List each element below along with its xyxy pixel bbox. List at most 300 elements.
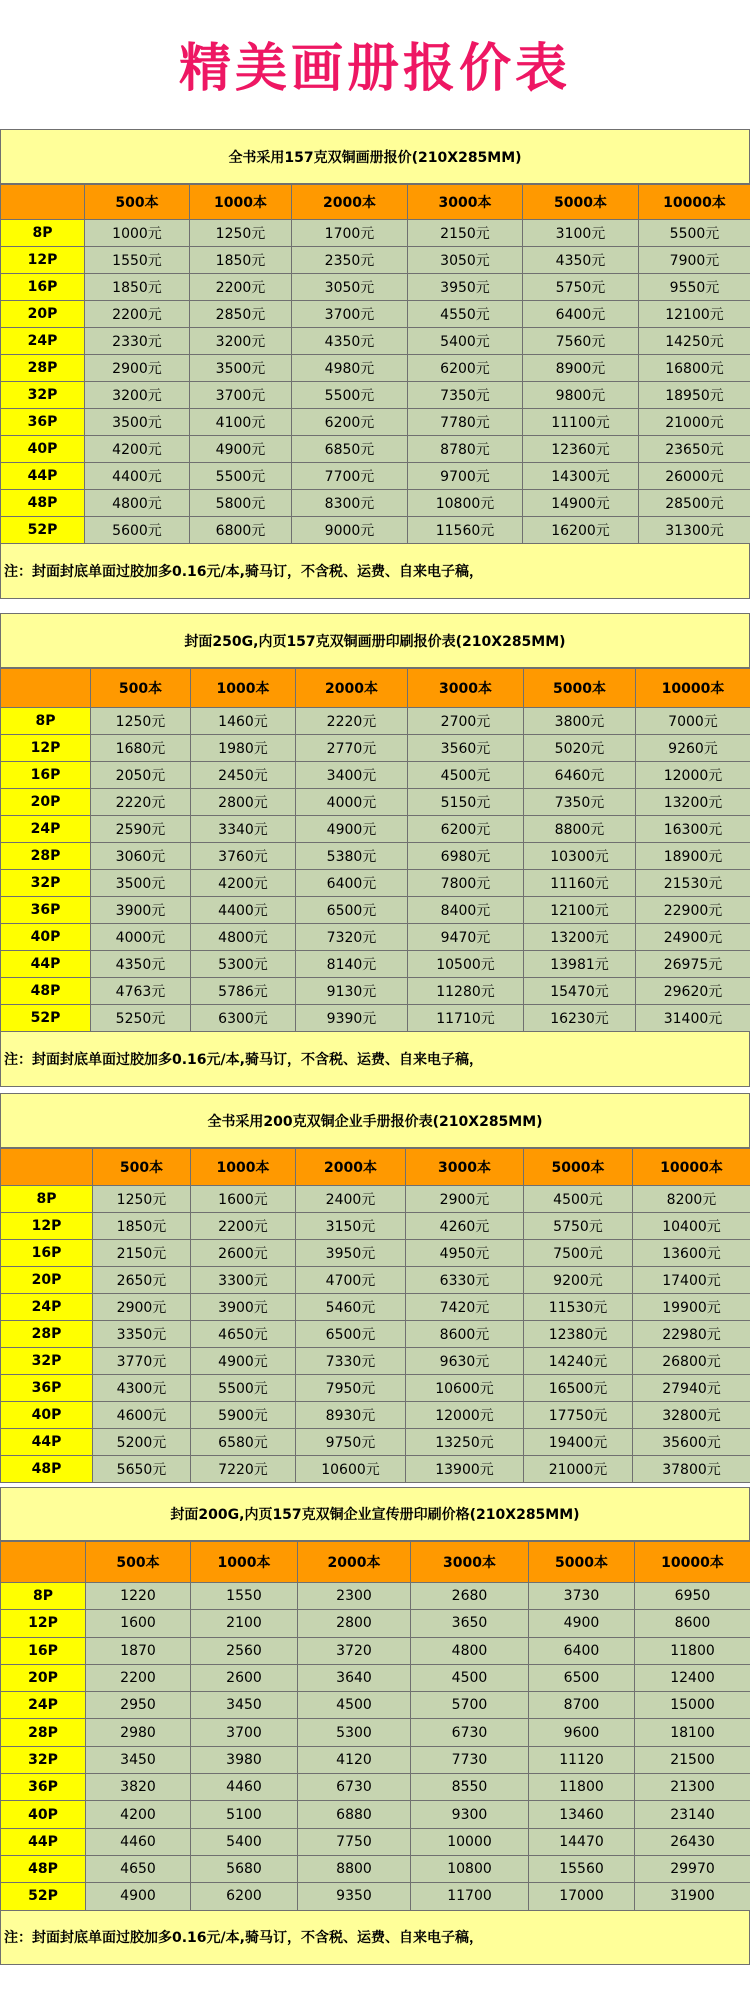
page-count-cell: 20P xyxy=(1,789,91,816)
price-cell: 8780元 xyxy=(408,436,523,463)
price-cell: 5500元 xyxy=(292,382,408,409)
page-count-cell: 44P xyxy=(1,463,85,490)
price-cell: 5300元 xyxy=(191,951,296,978)
price-cell: 1850元 xyxy=(85,274,190,301)
table-row xyxy=(1,1213,750,1240)
table-row xyxy=(1,870,750,897)
price-cell: 15470元 xyxy=(524,978,636,1005)
page-count-cell: 36P xyxy=(1,1774,86,1801)
price-cell: 31400元 xyxy=(636,1005,750,1032)
header-corner-cell xyxy=(1,1542,86,1583)
price-cell: 7330元 xyxy=(296,1348,406,1375)
page-count-cell: 16P xyxy=(1,762,91,789)
price-cell: 14470 xyxy=(529,1828,635,1855)
price-cell: 1550 xyxy=(191,1583,298,1610)
price-cell: 6500元 xyxy=(296,1321,406,1348)
price-cell: 2220元 xyxy=(91,789,191,816)
price-cell: 8200元 xyxy=(633,1186,750,1213)
price-cell: 4763元 xyxy=(91,978,191,1005)
price-cell: 8800元 xyxy=(524,816,636,843)
price-cell: 1220 xyxy=(86,1583,191,1610)
page-count-cell: 20P xyxy=(1,1664,86,1691)
page-count-cell: 24P xyxy=(1,816,91,843)
price-cell: 12100元 xyxy=(639,301,750,328)
price-cell: 2450元 xyxy=(191,762,296,789)
price-cell: 35600元 xyxy=(633,1429,750,1456)
price-cell: 2900元 xyxy=(85,355,190,382)
section-note: 注：封面封底单面过胶加多0.16元/本,骑马订，不含税、运费、自来电子稿， xyxy=(0,1911,750,1965)
price-cell: 13900元 xyxy=(406,1456,524,1483)
quantity-header: 500本 xyxy=(85,185,190,220)
price-cell: 3700元 xyxy=(190,382,292,409)
price-cell: 37800元 xyxy=(633,1456,750,1483)
table-row xyxy=(1,1883,750,1910)
price-cell: 10500元 xyxy=(408,951,524,978)
table-row xyxy=(1,274,750,301)
price-cell: 16500元 xyxy=(524,1375,633,1402)
price-cell: 6400元 xyxy=(296,870,408,897)
page-count-cell: 40P xyxy=(1,1402,93,1429)
price-cell: 8400元 xyxy=(408,897,524,924)
page-count-cell: 32P xyxy=(1,1348,93,1375)
header-row xyxy=(1,1542,750,1583)
price-cell: 3800元 xyxy=(524,708,636,735)
page-count-cell: 8P xyxy=(1,1186,93,1213)
price-cell: 13200元 xyxy=(524,924,636,951)
price-cell: 2800元 xyxy=(191,789,296,816)
header-corner-cell xyxy=(1,1149,93,1186)
price-cell: 4400元 xyxy=(85,463,190,490)
price-cell: 4550元 xyxy=(408,301,523,328)
price-section-3 xyxy=(0,1093,750,1483)
price-cell: 13981元 xyxy=(524,951,636,978)
price-cell: 4900 xyxy=(86,1883,191,1910)
page-count-cell: 36P xyxy=(1,1375,93,1402)
quantity-header: 5000本 xyxy=(523,185,639,220)
price-cell: 5500元 xyxy=(191,1375,296,1402)
price-cell: 5380元 xyxy=(296,843,408,870)
price-cell: 17400元 xyxy=(633,1267,750,1294)
page-count-cell: 40P xyxy=(1,924,91,951)
price-cell: 3450 xyxy=(86,1746,191,1773)
price-cell: 7000元 xyxy=(636,708,750,735)
price-cell: 3700 xyxy=(191,1719,298,1746)
price-cell: 3100元 xyxy=(523,220,639,247)
quantity-header: 500本 xyxy=(93,1149,191,1186)
price-cell: 5680 xyxy=(191,1855,298,1882)
quantity-header: 3000本 xyxy=(411,1542,529,1583)
price-cell: 6200元 xyxy=(292,409,408,436)
price-cell: 10600元 xyxy=(406,1375,524,1402)
price-cell: 4900 xyxy=(529,1610,635,1637)
table-row xyxy=(1,1692,750,1719)
price-cell: 18950元 xyxy=(639,382,750,409)
price-cell: 4500 xyxy=(298,1692,411,1719)
table-row xyxy=(1,735,750,762)
table-row xyxy=(1,220,750,247)
price-cell: 1870 xyxy=(86,1637,191,1664)
price-cell: 1600 xyxy=(86,1610,191,1637)
price-cell: 10300元 xyxy=(524,843,636,870)
table-row xyxy=(1,708,750,735)
page-count-cell: 20P xyxy=(1,301,85,328)
price-cell: 9390元 xyxy=(296,1005,408,1032)
price-cell: 4600元 xyxy=(93,1402,191,1429)
price-cell: 5500元 xyxy=(190,463,292,490)
page-count-cell: 8P xyxy=(1,708,91,735)
price-cell: 12400 xyxy=(635,1664,750,1691)
price-cell: 3730 xyxy=(529,1583,635,1610)
price-cell: 2850元 xyxy=(190,301,292,328)
price-cell: 6200元 xyxy=(408,816,524,843)
price-cell: 4120 xyxy=(298,1746,411,1773)
table-row xyxy=(1,1402,750,1429)
price-cell: 6500 xyxy=(529,1664,635,1691)
price-cell: 5786元 xyxy=(191,978,296,1005)
price-cell: 2400元 xyxy=(296,1186,406,1213)
price-cell: 15000 xyxy=(635,1692,750,1719)
price-cell: 29970 xyxy=(635,1855,750,1882)
price-cell: 9750元 xyxy=(296,1429,406,1456)
price-cell: 3560元 xyxy=(408,735,524,762)
price-cell: 6800元 xyxy=(190,517,292,544)
page-count-cell: 20P xyxy=(1,1267,93,1294)
page-count-cell: 40P xyxy=(1,1801,86,1828)
price-cell: 3500元 xyxy=(85,409,190,436)
price-cell: 7320元 xyxy=(296,924,408,951)
price-cell: 8700 xyxy=(529,1692,635,1719)
price-cell: 13200元 xyxy=(636,789,750,816)
table-row xyxy=(1,1719,750,1746)
price-cell: 1700元 xyxy=(292,220,408,247)
price-cell: 9630元 xyxy=(406,1348,524,1375)
quantity-header: 3000本 xyxy=(408,669,524,708)
price-cell: 4980元 xyxy=(292,355,408,382)
price-cell: 4460 xyxy=(86,1828,191,1855)
price-cell: 21000元 xyxy=(524,1456,633,1483)
page-count-cell: 24P xyxy=(1,328,85,355)
price-cell: 8550 xyxy=(411,1774,529,1801)
price-cell: 10800元 xyxy=(408,490,523,517)
page-count-cell: 16P xyxy=(1,1240,93,1267)
price-cell: 8600元 xyxy=(406,1321,524,1348)
price-cell: 19400元 xyxy=(524,1429,633,1456)
price-cell: 7750 xyxy=(298,1828,411,1855)
price-cell: 15560 xyxy=(529,1855,635,1882)
price-cell: 11800 xyxy=(635,1637,750,1664)
price-cell: 5020元 xyxy=(524,735,636,762)
price-cell: 2650元 xyxy=(93,1267,191,1294)
page-count-cell: 48P xyxy=(1,490,85,517)
price-cell: 26975元 xyxy=(636,951,750,978)
price-cell: 6880 xyxy=(298,1801,411,1828)
price-cell: 4500 xyxy=(411,1664,529,1691)
price-cell: 8140元 xyxy=(296,951,408,978)
price-cell: 22980元 xyxy=(633,1321,750,1348)
price-cell: 7350元 xyxy=(408,382,523,409)
price-cell: 6460元 xyxy=(524,762,636,789)
price-cell: 6950 xyxy=(635,1583,750,1610)
page-count-cell: 12P xyxy=(1,247,85,274)
price-cell: 11160元 xyxy=(524,870,636,897)
price-cell: 4460 xyxy=(191,1774,298,1801)
price-table xyxy=(0,1541,750,1911)
section-caption: 封面200G,内页157克双铜企业宣传册印刷价格(210X285MM) xyxy=(0,1487,750,1541)
price-cell: 6330元 xyxy=(406,1267,524,1294)
price-cell: 4260元 xyxy=(406,1213,524,1240)
page-count-cell: 8P xyxy=(1,1583,86,1610)
price-cell: 2200 xyxy=(86,1664,191,1691)
price-cell: 6400元 xyxy=(523,301,639,328)
price-cell: 3200元 xyxy=(85,382,190,409)
price-cell: 14900元 xyxy=(523,490,639,517)
table-row xyxy=(1,1267,750,1294)
price-table xyxy=(0,184,750,544)
price-cell: 1250元 xyxy=(91,708,191,735)
price-cell: 6500元 xyxy=(296,897,408,924)
price-cell: 1550元 xyxy=(85,247,190,274)
price-cell: 9260元 xyxy=(636,735,750,762)
price-cell: 16300元 xyxy=(636,816,750,843)
price-cell: 11710元 xyxy=(408,1005,524,1032)
price-cell: 2900元 xyxy=(93,1294,191,1321)
page-count-cell: 52P xyxy=(1,1883,86,1910)
price-cell: 3200元 xyxy=(190,328,292,355)
table-row xyxy=(1,843,750,870)
page-count-cell: 28P xyxy=(1,355,85,382)
price-cell: 3060元 xyxy=(91,843,191,870)
quantity-header: 2000本 xyxy=(296,1149,406,1186)
price-cell: 1250元 xyxy=(93,1186,191,1213)
quantity-header: 1000本 xyxy=(190,185,292,220)
price-cell: 2300 xyxy=(298,1583,411,1610)
price-cell: 3700元 xyxy=(292,301,408,328)
page-count-cell: 28P xyxy=(1,1321,93,1348)
quantity-header: 5000本 xyxy=(524,669,636,708)
price-cell: 2100 xyxy=(191,1610,298,1637)
table-row xyxy=(1,1610,750,1637)
price-cell: 4700元 xyxy=(296,1267,406,1294)
price-cell: 2350元 xyxy=(292,247,408,274)
price-cell: 14300元 xyxy=(523,463,639,490)
price-cell: 10400元 xyxy=(633,1213,750,1240)
price-cell: 31300元 xyxy=(639,517,750,544)
price-cell: 3400元 xyxy=(296,762,408,789)
price-cell: 5250元 xyxy=(91,1005,191,1032)
section-note: 注：封面封底单面过胶加多0.16元/本,骑马订，不含税、运费、自来电子稿， xyxy=(0,544,750,599)
price-section-2 xyxy=(0,613,750,1087)
page-count-cell: 12P xyxy=(1,1213,93,1240)
price-cell: 3640 xyxy=(298,1664,411,1691)
price-cell: 9550元 xyxy=(639,274,750,301)
price-cell: 12100元 xyxy=(524,897,636,924)
price-cell: 5400 xyxy=(191,1828,298,1855)
price-cell: 27940元 xyxy=(633,1375,750,1402)
price-cell: 21300 xyxy=(635,1774,750,1801)
price-cell: 9470元 xyxy=(408,924,524,951)
price-cell: 9600 xyxy=(529,1719,635,1746)
page-count-cell: 24P xyxy=(1,1692,86,1719)
price-cell: 7500元 xyxy=(524,1240,633,1267)
page-count-cell: 44P xyxy=(1,1429,93,1456)
price-cell: 22900元 xyxy=(636,897,750,924)
price-cell: 4350元 xyxy=(91,951,191,978)
quantity-header: 5000本 xyxy=(524,1149,633,1186)
quantity-header: 10000本 xyxy=(639,185,750,220)
price-cell: 3050元 xyxy=(408,247,523,274)
price-cell: 7730 xyxy=(411,1746,529,1773)
price-cell: 2150元 xyxy=(408,220,523,247)
price-cell: 18100 xyxy=(635,1719,750,1746)
price-cell: 7700元 xyxy=(292,463,408,490)
price-cell: 4100元 xyxy=(190,409,292,436)
price-section-1 xyxy=(0,129,750,599)
price-cell: 2050元 xyxy=(91,762,191,789)
price-cell: 12000元 xyxy=(636,762,750,789)
page-title: 精美画册报价表 xyxy=(178,39,571,99)
price-cell: 5650元 xyxy=(93,1456,191,1483)
price-cell: 1680元 xyxy=(91,735,191,762)
price-cell: 9200元 xyxy=(524,1267,633,1294)
page-count-cell: 16P xyxy=(1,274,85,301)
price-cell: 17000 xyxy=(529,1883,635,1910)
page-count-cell: 36P xyxy=(1,409,85,436)
price-cell: 2330元 xyxy=(85,328,190,355)
header-row xyxy=(1,1149,750,1186)
price-cell: 3500元 xyxy=(91,870,191,897)
page-count-cell: 12P xyxy=(1,1610,86,1637)
price-cell: 8900元 xyxy=(523,355,639,382)
price-cell: 2600 xyxy=(191,1664,298,1691)
price-cell: 26800元 xyxy=(633,1348,750,1375)
table-row xyxy=(1,1294,750,1321)
price-cell: 3450 xyxy=(191,1692,298,1719)
price-cell: 4650 xyxy=(86,1855,191,1882)
price-cell: 3650 xyxy=(411,1610,529,1637)
price-cell: 4950元 xyxy=(406,1240,524,1267)
page-count-cell: 44P xyxy=(1,1828,86,1855)
table-row xyxy=(1,355,750,382)
table-row xyxy=(1,490,750,517)
price-cell: 14240元 xyxy=(524,1348,633,1375)
page-count-cell: 48P xyxy=(1,1456,93,1483)
price-cell: 23140 xyxy=(635,1801,750,1828)
table-row xyxy=(1,1583,750,1610)
table-row xyxy=(1,1429,750,1456)
price-cell: 4500元 xyxy=(524,1186,633,1213)
price-cell: 11100元 xyxy=(523,409,639,436)
table-row xyxy=(1,1801,750,1828)
quantity-header: 1000本 xyxy=(191,669,296,708)
price-cell: 9300 xyxy=(411,1801,529,1828)
price-cell: 11120 xyxy=(529,1746,635,1773)
price-cell: 10600元 xyxy=(296,1456,406,1483)
page-count-cell: 24P xyxy=(1,1294,93,1321)
quantity-header: 3000本 xyxy=(408,185,523,220)
price-cell: 17750元 xyxy=(524,1402,633,1429)
table-row xyxy=(1,1456,750,1483)
quantity-header: 500本 xyxy=(86,1542,191,1583)
table-row xyxy=(1,328,750,355)
price-cell: 2980 xyxy=(86,1719,191,1746)
table-row xyxy=(1,951,750,978)
section-caption: 全书采用200克双铜企业手册报价表(210X285MM) xyxy=(0,1093,750,1148)
price-cell: 5900元 xyxy=(191,1402,296,1429)
page-count-cell: 16P xyxy=(1,1637,86,1664)
price-cell: 3500元 xyxy=(190,355,292,382)
table-row xyxy=(1,924,750,951)
price-cell: 21500 xyxy=(635,1746,750,1773)
price-cell: 1460元 xyxy=(191,708,296,735)
price-cell: 1980元 xyxy=(191,735,296,762)
page-count-cell: 32P xyxy=(1,382,85,409)
page-count-cell: 28P xyxy=(1,843,91,870)
page-count-cell: 32P xyxy=(1,870,91,897)
price-cell: 10800 xyxy=(411,1855,529,1882)
price-cell: 26000元 xyxy=(639,463,750,490)
price-cell: 4350元 xyxy=(523,247,639,274)
price-cell: 2590元 xyxy=(91,816,191,843)
page-count-cell: 12P xyxy=(1,735,91,762)
table-row xyxy=(1,1240,750,1267)
price-cell: 19900元 xyxy=(633,1294,750,1321)
price-cell: 11700 xyxy=(411,1883,529,1910)
price-cell: 26430 xyxy=(635,1828,750,1855)
quantity-header: 500本 xyxy=(91,669,191,708)
price-cell: 21530元 xyxy=(636,870,750,897)
price-cell: 2800 xyxy=(298,1610,411,1637)
price-cell: 6980元 xyxy=(408,843,524,870)
page-count-cell: 48P xyxy=(1,978,91,1005)
quantity-header: 1000本 xyxy=(191,1149,296,1186)
page-count-cell: 28P xyxy=(1,1719,86,1746)
table-row xyxy=(1,436,750,463)
quantity-header: 10000本 xyxy=(633,1149,750,1186)
price-cell: 4900元 xyxy=(190,436,292,463)
price-cell: 7220元 xyxy=(191,1456,296,1483)
table-row xyxy=(1,1375,750,1402)
price-cell: 2200元 xyxy=(191,1213,296,1240)
price-cell: 6300元 xyxy=(191,1005,296,1032)
price-cell: 4200元 xyxy=(191,870,296,897)
price-cell: 2200元 xyxy=(85,301,190,328)
price-cell: 3770元 xyxy=(93,1348,191,1375)
price-cell: 4900元 xyxy=(296,816,408,843)
price-cell: 12360元 xyxy=(523,436,639,463)
price-cell: 4000元 xyxy=(91,924,191,951)
table-row xyxy=(1,1828,750,1855)
price-cell: 31900 xyxy=(635,1883,750,1910)
table-row xyxy=(1,1186,750,1213)
price-cell: 6580元 xyxy=(191,1429,296,1456)
page-count-cell: 48P xyxy=(1,1855,86,1882)
table-row xyxy=(1,382,750,409)
price-cell: 5400元 xyxy=(408,328,523,355)
section-caption: 全书采用157克双铜画册报价(210X285MM) xyxy=(0,129,750,184)
price-cell: 6200元 xyxy=(408,355,523,382)
price-cell: 2560 xyxy=(191,1637,298,1664)
table-row xyxy=(1,463,750,490)
price-cell: 5500元 xyxy=(639,220,750,247)
table-row xyxy=(1,1664,750,1691)
price-cell: 11800 xyxy=(529,1774,635,1801)
page-count-cell: 52P xyxy=(1,517,85,544)
price-cell: 2600元 xyxy=(191,1240,296,1267)
price-cell: 7560元 xyxy=(523,328,639,355)
price-cell: 2700元 xyxy=(408,708,524,735)
price-cell: 1600元 xyxy=(191,1186,296,1213)
header-row xyxy=(1,669,750,708)
